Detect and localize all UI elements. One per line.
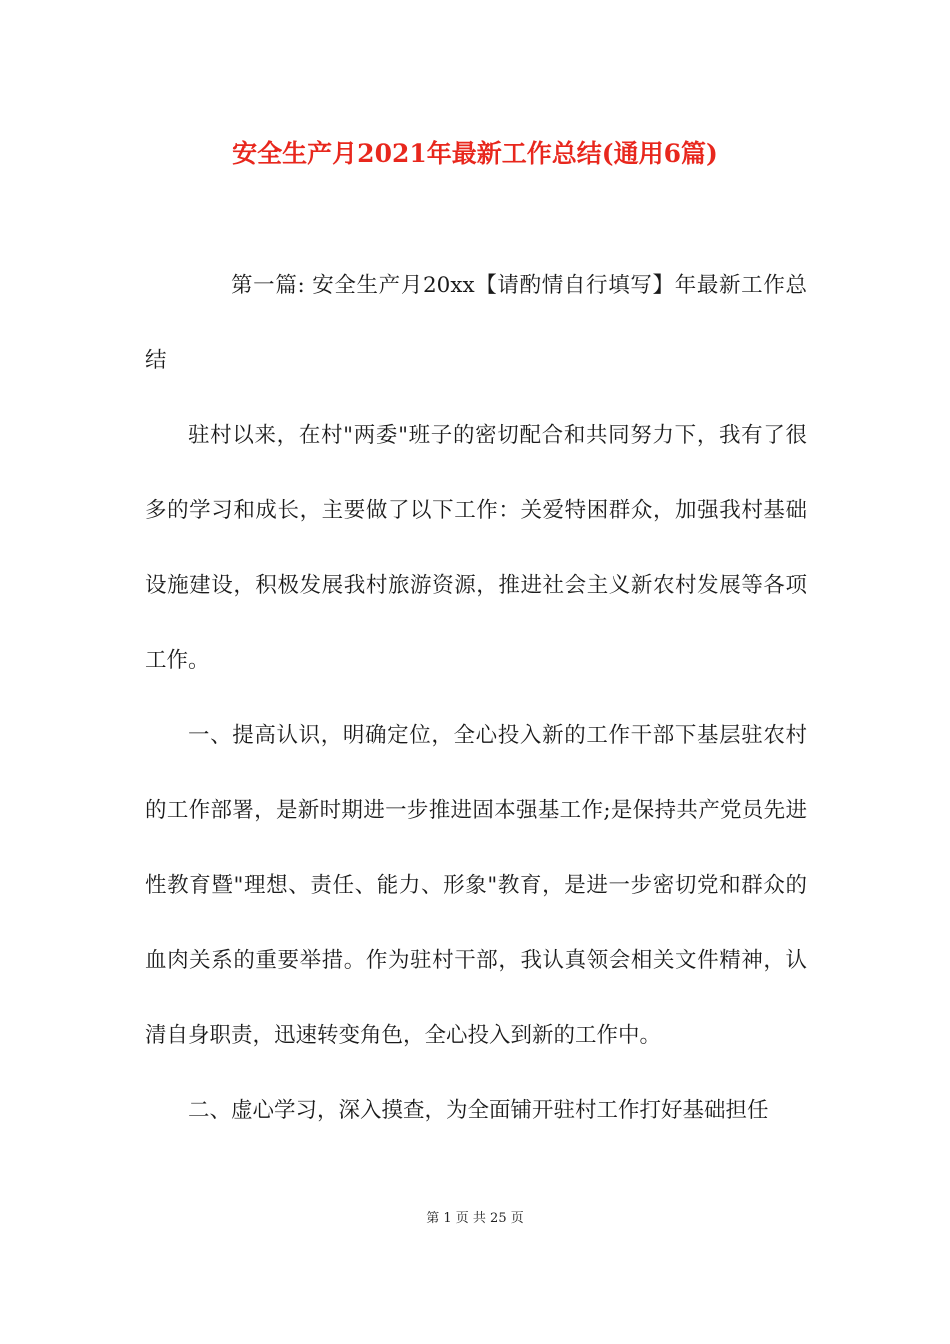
section-heading: 第一篇: 安全生产月20xx【请酌情自行填写】年最新工作总结: [145, 273, 807, 373]
document-title: 安全生产月2021年最新工作总结(通用6篇): [232, 139, 718, 168]
page-number-footer: 第 1 页 共 25 页: [426, 1211, 524, 1226]
paragraph-intro: 驻村以来，在村"两委"班子的密切配合和共同努力下，我有了很多的学习和成长，主要做了以下工作：关爱特困群众，加强我村基础设施建设，积极发展我村旅游资源，推进社会主义新农村发展等各项工作。: [145, 423, 807, 673]
paragraph-point-one: 一、提高认识，明确定位，全心投入新的工作干部下基层驻农村的工作部署，是新时期进一步推进固本强基工作;是保持共产党员先进性教育暨"理想、责任、能力、形象"教育，是进一步密切党和群众的血肉关系的重要举措。作为驻村干部，我认真领会相关文件精神，认清自身职责，迅速转变角色，全心投入到新的工作中。: [145, 723, 807, 1048]
paragraph-point-two: 二、虚心学习，深入摸查，为全面铺开驻村工作打好基础担任: [188, 1098, 769, 1123]
